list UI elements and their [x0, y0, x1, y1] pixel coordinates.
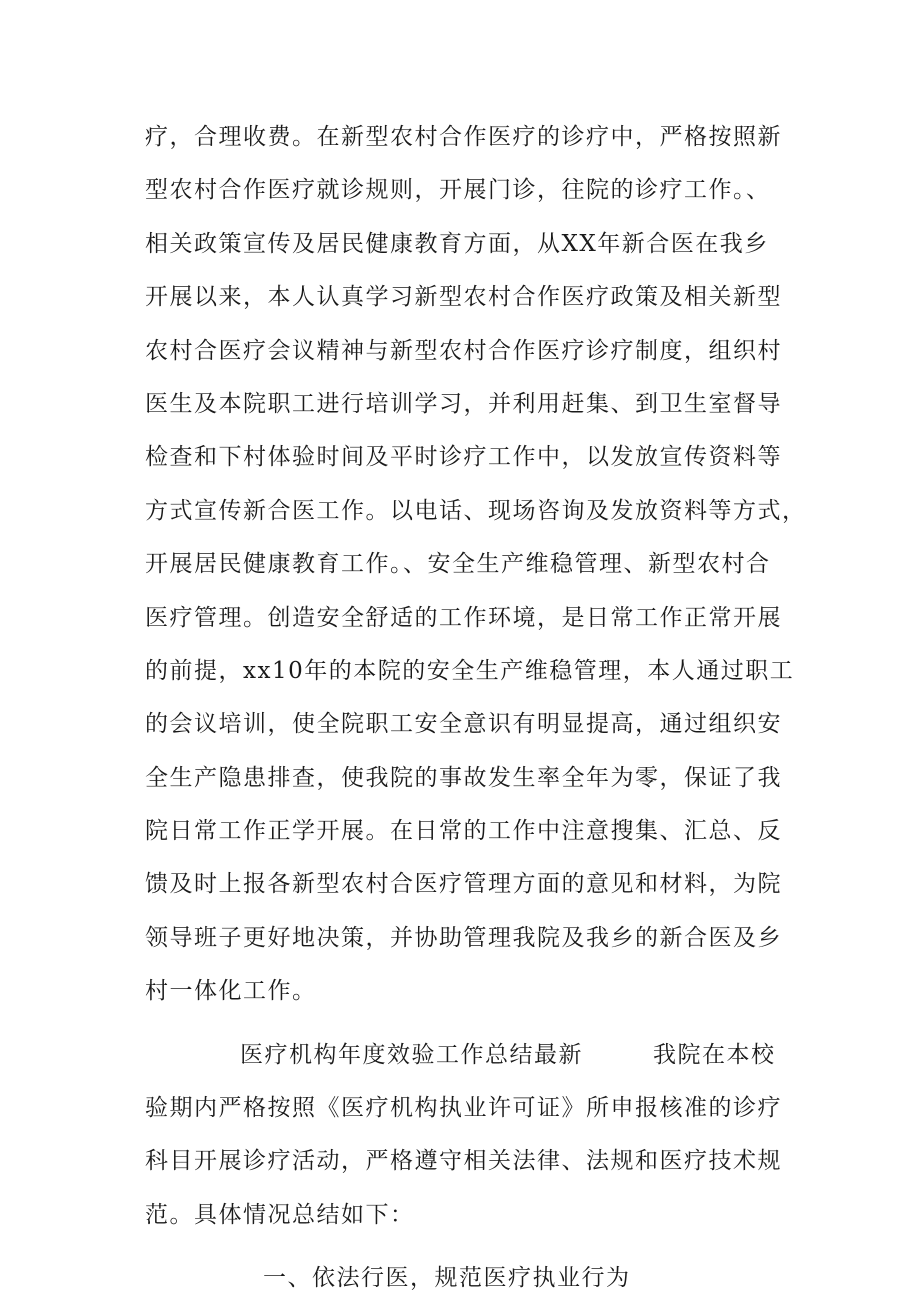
text-line: 的会议培训，使全院职工安全意识有明显提高，通过组织安 [145, 711, 782, 738]
document-body [145, 111, 807, 1306]
text-line: 院日常工作正学开展。在日常的工作中注意搜集、汇总、反 [145, 818, 782, 845]
text-line: 医疗管理。创造安全舒适的工作环境，是日常工作正常开展 [145, 604, 782, 631]
section-heading: 一、依法行医，规范医疗执业行为 [263, 1265, 631, 1292]
text-line: 领导班子更好地决策，并协助管理我院及我乡的新合医及乡 [145, 924, 782, 951]
paragraph-spacer [145, 1019, 785, 1029]
document-title: 医疗机构年度效验工作总结最新 [240, 1041, 583, 1068]
text-line: 相关政策宣传及居民健康教育方面，从XX年新合医在我乡 [145, 230, 769, 257]
text-line: 开展以来，本人认真学习新型农村合作医疗政策及相关新型 [145, 284, 782, 311]
text-line: 全生产隐患排查，使我院的事故发生率全年为零，保证了我 [145, 764, 782, 791]
paragraph-spacer [145, 1242, 785, 1252]
text-line: 开展居民健康教育工作。、安全生产维稳管理、新型农村合 [145, 551, 771, 578]
text-line: 馈及时上报各新型农村合医疗管理方面的意见和材料，为院 [145, 871, 782, 898]
title-line [145, 1029, 785, 1082]
text-line: 农村合医疗会议精神与新型农村合作医疗诊疗制度，组织村 [145, 337, 782, 364]
text-line: 检查和下村体验时间及平时诊疗工作中，以发放宣传资料等 [145, 444, 782, 471]
text-line: 村一体化工作。 [145, 978, 317, 1005]
text-line: 方式宣传新合医工作。以电话、现场咨询及发放资料等方式， [145, 497, 807, 524]
text-line: 的前提，xx10年的本院的安全生产维稳管理，本人通过职工 [145, 657, 795, 684]
text-line: 范。具体情况总结如下： [145, 1201, 415, 1228]
text-line: 疗，合理收费。在新型农村合作医疗的诊疗中，严格按照新 [145, 124, 782, 150]
text-line: 验期内严格按照《医疗机构执业许可证》所申报核准的诊疗 [145, 1095, 782, 1122]
text-line: 型农村合作医疗就诊规则，开展门诊，往院的诊疗工作。、 [145, 177, 771, 204]
paragraph-2-start: 我院在本校 [653, 1041, 776, 1068]
text-line: 科目开展诊疗活动，严格遵守相关法律、法规和医疗技术规 [145, 1148, 782, 1175]
paragraph-1 [145, 111, 807, 1019]
paragraph-2 [145, 1029, 785, 1243]
text-line: 医生及本院职工进行培训学习，并利用赶集、到卫生室督导 [145, 390, 782, 417]
